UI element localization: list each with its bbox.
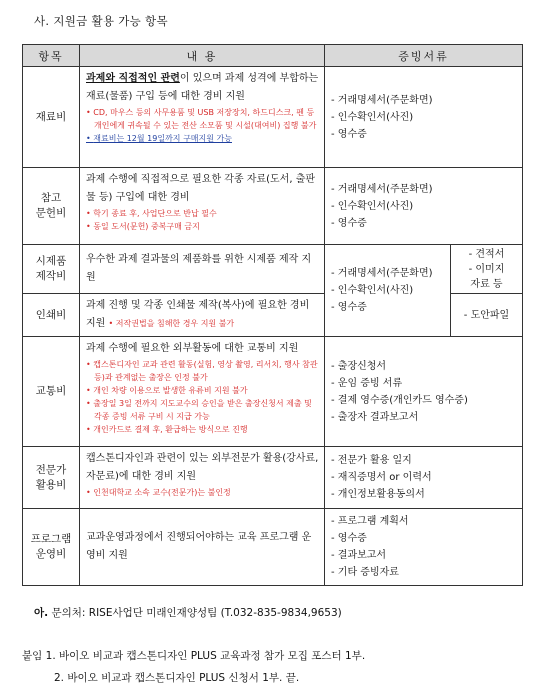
doc-item: - 영수증 — [331, 533, 367, 544]
doc-item: - 출장신청서 — [331, 360, 387, 372]
extra-printing: - 도안파일 — [451, 294, 523, 337]
doc-item: - 출장자 결과보고서 — [331, 411, 419, 423]
section-title: 사. 지원금 활용 가능 항목 — [34, 14, 168, 28]
note-text: 재료비는 12월 19일까지 구매지원 가능 — [93, 134, 232, 143]
category-line: 전문가 — [35, 463, 67, 476]
content-experts — [80, 447, 325, 509]
content-text: 과제 수행에 직접적으로 필요한 각종 자료(도서, 출판물 등) 구입에 대한 경비 — [86, 174, 316, 203]
note-text: 개인카드로 결제 후, 환급하는 방식으로 진행 — [93, 425, 248, 434]
table-row — [23, 67, 523, 168]
doc-item: - 영수증 — [331, 302, 367, 313]
attachment-row-2 — [22, 667, 365, 689]
note-red: • 학기 종료 후, 사업단으로 반납 필수 — [86, 209, 217, 218]
extra-prototype — [451, 245, 523, 294]
emphasis-text: 과제와 직접적인 관련 — [86, 73, 180, 84]
content-printing — [80, 294, 325, 337]
doc-item: - 영수증 — [331, 217, 367, 229]
category-prototype — [23, 245, 80, 294]
doc-item: - 인수확인서(사진) — [331, 200, 414, 212]
note-text: 캡스톤디자인 교과 관련 활동(실험, 영상 촬영, 리서치, 행사 참관 등)과 관계없는 출장은 인정 불가 — [93, 360, 318, 382]
attachment-end: 끝. — [285, 672, 300, 684]
note-text: 학기 종료 후, 사업단으로 반납 필수 — [93, 209, 217, 218]
attachment-item: 1. 바이오 비교과 캡스톤디자인 PLUS 교육과정 참가 모집 포스터 1부. — [45, 650, 366, 662]
table-row — [23, 509, 523, 586]
extra-line: - 견적서 — [468, 248, 505, 260]
note-blue: • 재료비는 12월 19일까지 구매지원 가능 — [86, 134, 232, 143]
docs-prototype-printing — [325, 245, 451, 337]
extra-line: 자료 등 — [470, 278, 503, 290]
note-text: 개인 차량 이용으로 발생한 유류비 지원 불가 — [93, 386, 248, 395]
note-red: • 동일 도서(문헌) 중복구매 금지 — [86, 222, 200, 231]
category-line: 프로그램 — [30, 533, 72, 545]
category-printing: 인쇄비 — [23, 294, 80, 337]
note-text: CD, 마우스 등의 사무용품 및 USB 저장장치, 하드디스크, 펜 등 개인에게 귀속될 수 있는 전산 소모품 및 시설(대여비) 집행 불가 — [93, 108, 317, 130]
header-docs: 증빙서류 — [325, 45, 523, 67]
category-references — [23, 168, 80, 245]
docs-experts — [325, 447, 523, 509]
table-header-row — [23, 45, 523, 67]
support-items-table — [22, 44, 523, 586]
content-materials — [80, 67, 325, 168]
doc-item: - 거래명세서(주문화면) — [331, 183, 433, 195]
doc-item: - 재직증명서 or 이력서 — [331, 472, 432, 483]
content-references — [80, 168, 325, 245]
category-line: 활용비 — [35, 478, 67, 491]
category-materials: 재료비 — [23, 67, 80, 168]
contact-info — [34, 605, 342, 620]
doc-item: - 기타 증빙자료 — [331, 567, 399, 578]
doc-item: - 결제 영수증(개인카드 영수증) — [331, 394, 468, 406]
content-prototype — [80, 245, 325, 294]
category-line: 문헌비 — [35, 207, 67, 219]
category-line: 참고 — [40, 192, 62, 204]
attachments — [22, 645, 365, 689]
doc-item: - 거래명세서(주문화면) — [331, 94, 433, 106]
note-text: 출장일 3일 전까지 지도교수의 승인을 받은 출장신청서 제출 및 각종 증빙 서류 구비 시 지급 가능 — [93, 399, 312, 421]
doc-item: - 인수확인서(사진) — [331, 285, 414, 296]
content-transport — [80, 337, 325, 447]
contact-label: 아. — [34, 607, 49, 619]
category-transport: 교통비 — [23, 337, 80, 447]
attachment-row-1 — [22, 645, 365, 667]
category-experts — [23, 447, 80, 509]
docs-program — [325, 509, 523, 586]
doc-item: - 전문가 활용 일지 — [331, 455, 412, 466]
table-row — [23, 447, 523, 509]
content-text: 우수한 과제 결과물의 제품화를 위한 시제품 제작 지원 — [86, 254, 312, 283]
note-red: • 출장일 3일 전까지 지도교수의 승인을 받은 출장신청서 제출 및 각종 증빙 서류 구비 시 지급 가능 — [86, 399, 312, 421]
docs-references — [325, 168, 523, 245]
table-row — [23, 337, 523, 447]
content-text — [86, 70, 319, 106]
header-content: 내 용 — [80, 45, 325, 67]
content-text: 과제 진행 및 각종 인쇄물 제작(복사)에 필요한 경비 지원 — [86, 300, 310, 329]
content-program — [80, 509, 325, 586]
doc-item: - 운임 증빙 서류 — [331, 377, 403, 389]
doc-item: - 프로그램 계획서 — [331, 516, 409, 527]
contact-text: 문의처: RISE사업단 미래인재양성팀 (T.032-835-9834,9653) — [51, 607, 342, 619]
note-text: 인천대학교 소속 교수(전문가)는 불인정 — [93, 488, 231, 497]
table-row — [23, 245, 523, 294]
doc-item: - 영수증 — [331, 128, 367, 140]
docs-transport — [325, 337, 523, 447]
doc-item: - 거래명세서(주문화면) — [331, 268, 433, 279]
table-row — [23, 168, 523, 245]
header-item: 항목 — [23, 45, 80, 67]
category-line: 운영비 — [35, 548, 67, 560]
note-red: • CD, 마우스 등의 사무용품 및 USB 저장장치, 하드디스크, 펜 등 개인에게 귀속될 수 있는 전산 소모품 및 시설(대여비) 집행 불가 — [86, 108, 317, 130]
content-rest: 이 있으며 과제 성격에 부합하는 재료(물품) 구입 등에 대한 경비 지원 — [86, 73, 319, 102]
note-red: • 개인 차량 이용으로 발생한 유류비 지원 불가 — [86, 386, 248, 395]
content-text: 교과운영과정에서 진행되어야하는 교육 프로그램 운영비 지원 — [86, 532, 312, 561]
content-text: 과제 수행에 필요한 외부활동에 대한 교통비 지원 — [86, 343, 299, 354]
note-red: • 캡스톤디자인 교과 관련 활동(실험, 영상 촬영, 리서치, 행사 참관 등)과 관계없는 출장은 인정 불가 — [86, 360, 318, 382]
note-red: • 인천대학교 소속 교수(전문가)는 불인정 — [86, 488, 231, 497]
doc-item: - 개인정보활용동의서 — [331, 489, 425, 500]
note-red: • 저작권법을 침해한 경우 지원 불가 — [108, 319, 235, 328]
doc-item: - 결과보고서 — [331, 550, 387, 561]
category-program — [23, 509, 80, 586]
content-text: 캡스톤디자인과 관련이 있는 외부전문가 활용(강사료, 자문료)에 대한 경비 지원 — [86, 453, 319, 482]
attachment-prefix: 붙임 — [22, 650, 43, 662]
note-text: 동일 도서(문헌) 중복구매 금지 — [93, 222, 200, 231]
extra-line: - 이미지 — [468, 263, 505, 275]
note-text: 저작권법을 침해한 경우 지원 불가 — [115, 319, 235, 328]
doc-item: - 인수확인서(사진) — [331, 111, 414, 123]
category-line: 시제품 — [35, 255, 67, 267]
docs-materials — [325, 67, 523, 168]
category-line: 제작비 — [35, 270, 67, 282]
attachment-item: 2. 바이오 비교과 캡스톤디자인 PLUS 신청서 1부. — [54, 672, 283, 684]
note-red: • 개인카드로 결제 후, 환급하는 방식으로 진행 — [86, 425, 248, 434]
